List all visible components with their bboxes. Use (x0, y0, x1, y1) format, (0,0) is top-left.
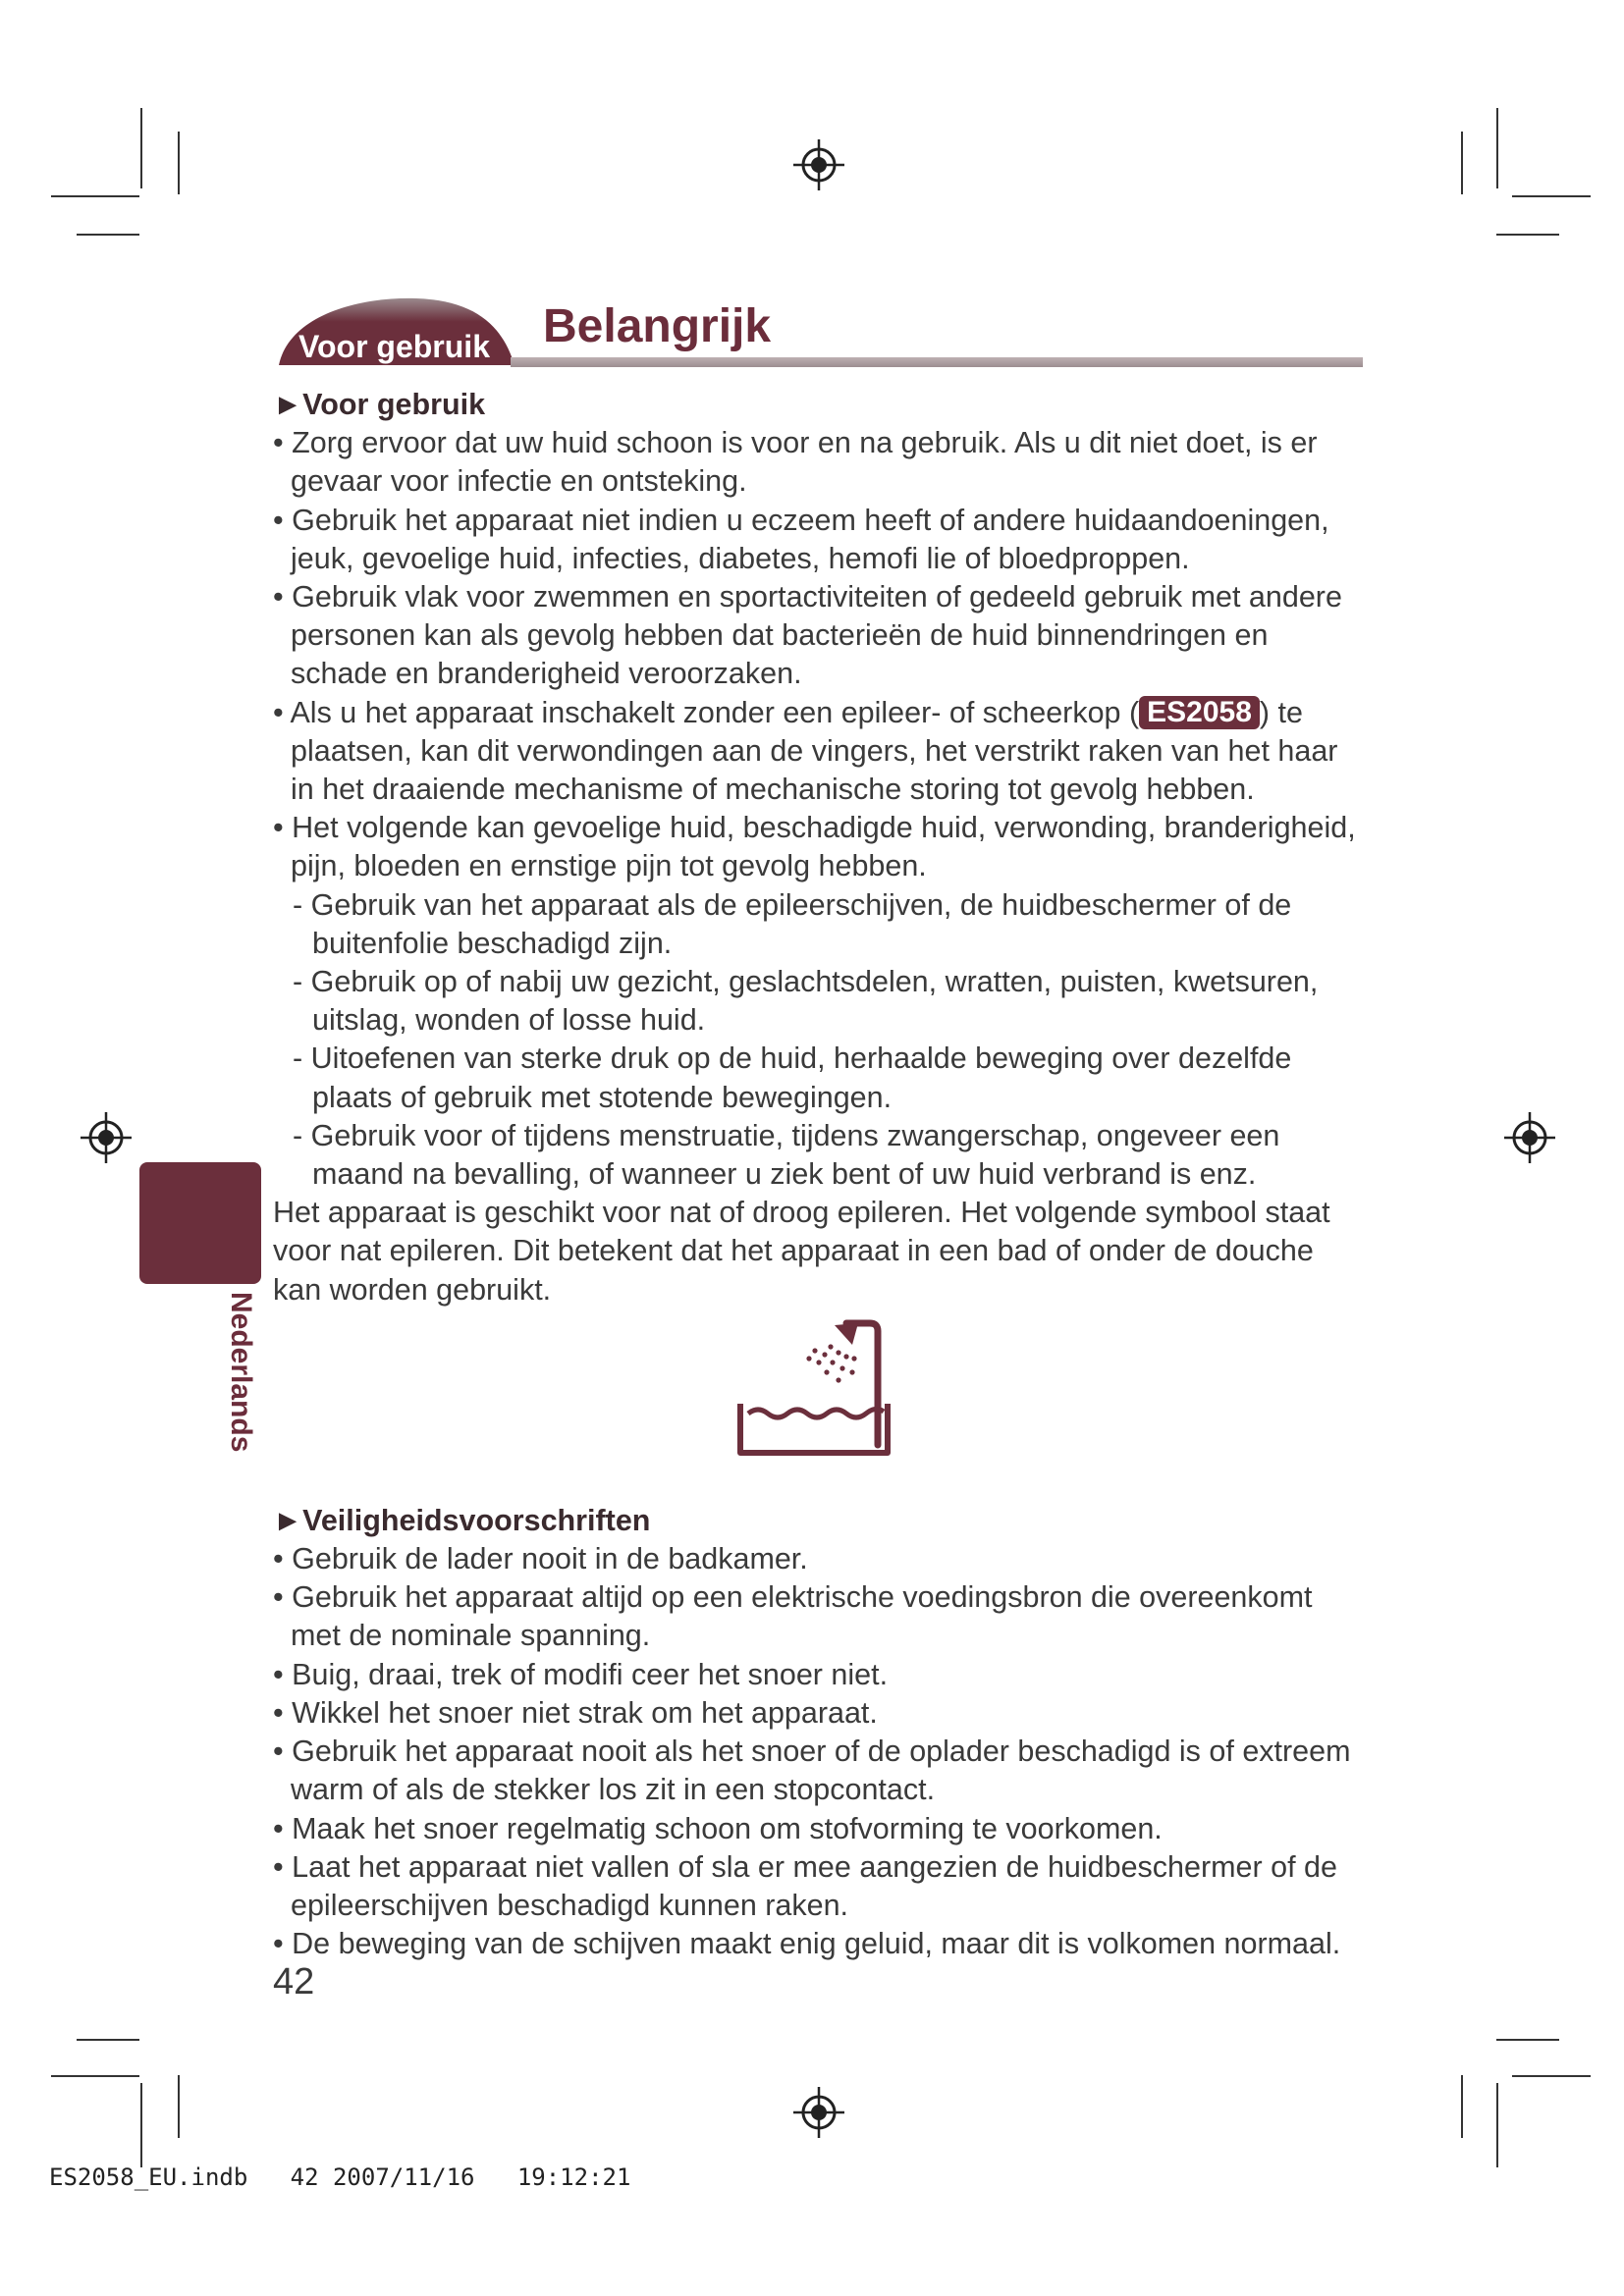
dash-item: - Uitoefenen van sterke druk op de huid, herhaalde beweging over dezelfde plaats of gebruik met stotende bewegingen. (293, 1041, 1292, 1114)
bullet-item: • Gebruik het apparaat niet indien u eczeem heeft of andere huidaandoeningen, jeuk, gevoelige huid, infecties, diabetes, hemofi lie of bloedproppen. (273, 503, 1329, 575)
dash-item: - Gebruik van het apparaat als de epileerschijven, de huidbeschermer of de buitenfolie beschadigd zijn. (293, 887, 1292, 960)
bullet-item: • Laat het apparaat niet vallen of sla er mee aangezien de huidbeschermer of de epileerschijven beschadigd kunnen raken. (273, 1849, 1337, 1922)
section-heading-voor-gebruik: ►Voor gebruik (273, 388, 486, 421)
section-heading-veiligheid: ►Veiligheidsvoorschriften (273, 1503, 651, 1537)
wet-use-symbol (273, 1309, 1363, 1502)
model-badge: ES2058 (1139, 696, 1260, 729)
bath-shower-icon (736, 1319, 903, 1457)
page-title: Belangrijk (543, 300, 772, 352)
dash-item: - Gebruik op of nabij uw gezicht, geslachtsdelen, wratten, puisten, kwetsuren, uitslag, wonden of losse huid. (293, 965, 1319, 1038)
bullet-item: • Gebruik vlak voor zwemmen en sportactiviteiten of gedeeld gebruik met andere personen kan als gevolg hebben dat bacterieën de huid binnendringen en schade en branderigheid veroorzaken. (273, 580, 1342, 691)
bullet-item: • Gebruik de lader nooit in de badkamer. (273, 1542, 808, 1576)
language-tab-block (139, 1162, 261, 1284)
bullet-item: • De beweging van de schijven maakt enig geluid, maar dit is volkomen normaal. (273, 1927, 1341, 1961)
bullet-item: • Buig, draai, trek of modifi ceer het snoer niet. (273, 1657, 889, 1691)
section-tab-label: Voor gebruik (298, 329, 490, 364)
bullet-item: • Gebruik het apparaat nooit als het snoer of de oplader beschadigd is of extreem warm of als de stekker los zit in een stopcontact. (273, 1735, 1351, 1807)
registration-mark-icon (81, 1112, 132, 1163)
main-content (273, 386, 1363, 1963)
bullet-item: • Gebruik het apparaat altijd op een elektrische voedingsbron die overeenkomt met de nominale spanning. (273, 1580, 1313, 1653)
bullet-item: • Het volgende kan gevoelige huid, beschadigde huid, verwonding, branderigheid, pijn, bloeden en ernstige pijn tot gevolg hebben. (273, 811, 1356, 883)
registration-mark-icon (1504, 1112, 1555, 1163)
dash-item: - Gebruik voor of tijdens menstruatie, tijdens zwangerschap, ongeveer een maand na bevalling, of wanneer u ziek bent of uw huid verbrand is enz. (293, 1118, 1280, 1192)
bullet-text: ) te plaatsen, kan dit verwondingen aan de vingers, het verstrikt raken van het haar in het draaiende mechanisme of mechanische storing tot gevolg hebben. (291, 695, 1338, 807)
registration-mark-icon (793, 139, 844, 190)
print-slug: ES2058_EU.indb 42 2007/11/16 19:12:21 (49, 2163, 631, 2191)
bullet-item: • Wikkel het snoer niet strak om het apparaat. (273, 1695, 878, 1730)
bullet-item: • Maak het snoer regelmatig schoon om stofvorming te voorkomen. (273, 1811, 1163, 1845)
bullet-item (273, 694, 1363, 810)
registration-mark-icon (793, 2087, 844, 2138)
bullet-text: • Als u het apparaat inschakelt zonder een epileer- of scheerkop ( (273, 695, 1140, 729)
wet-use-paragraph: Het apparaat is geschikt voor nat of droog epileren. Het volgende symbool staat voor nat epileren. Dit betekent dat het apparaat in een bad of onder de douche kan worden gebruikt. (273, 1196, 1330, 1307)
page-number: 42 (273, 1961, 315, 2002)
bullet-item: • Zorg ervoor dat uw huid schoon is voor en na gebruik. Als u dit niet doet, is er gevaar voor infectie en ontsteking. (273, 426, 1318, 499)
title-rule (511, 357, 1363, 367)
language-label: Nederlands (225, 1292, 257, 1453)
